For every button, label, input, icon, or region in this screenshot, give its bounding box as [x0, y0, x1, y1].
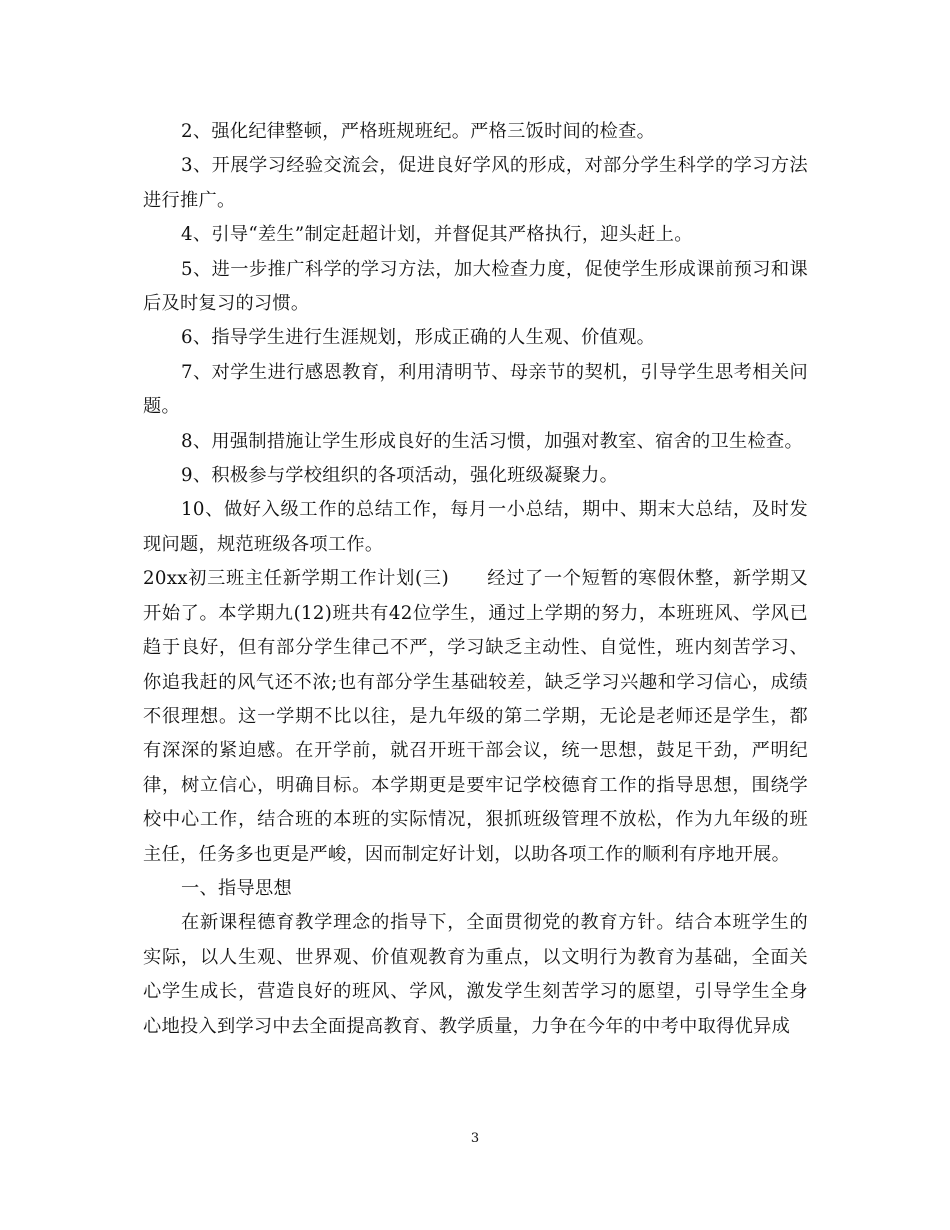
paragraph-item-9: 9、积极参与学校组织的各项活动，强化班级凝聚力。 — [181, 465, 619, 487]
paragraph-item-6: 6、指导学生进行生涯规划，形成正确的人生观、价值观。 — [181, 327, 656, 349]
document-body — [143, 115, 808, 1044]
paragraph-item-7: 7、对学生进行感恩教育，利用清明节、母亲节的契机，引导学生思考相关问题。 — [143, 361, 808, 418]
guiding-thought-paragraph: 在新课程德育教学理念的指导下，全面贯彻党的教育方针。结合本班学生的实际，以人生观、世界观、价值观教育为重点，以文明行为教育为基础，全面关心学生成长，营造良好的班风、学风，激发学生刻苦学习的愿望，引导学生全身心地投入到学习中去全面提高教育、教学质量，力争在今年的中考中取得优异成 — [143, 912, 808, 1037]
section-heading: 一、指导思想 — [181, 877, 292, 899]
paragraph-item-2: 2、强化纪律整顿，严格班规班纪。严格三饭时间的检查。 — [181, 121, 656, 142]
paragraph-item-5: 5、进一步推广科学的学习方法，加大检查力度，促使学生形成课前预习和课后及时复习的习惯。 — [143, 258, 808, 315]
plan-intro-paragraph: 20xx初三班主任新学期工作计划(三) 经过了一个短暂的寒假休整，新学期又开始了。本学期九(12)班共有42位学生，通过上学期的努力，本班班风、学风已趋于良好，但有部分学生律己不严，学习缺乏主动性、自觉性，班内刻苦学习、你追我赶的风气还不浓;也有部分学生基础较差，缺乏学习兴趣和学习信心，成绩不很理想。这一学期不比以往，是九年级的第二学期，无论是老师还是学生，都有深深的紧迫感。在开学前，就召开班干部会议，统一思想，鼓足干劲，严明纪律，树立信心，明确目标。本学期更是要牢记学校德育工作的指导思想，围绕学校中心工作，结合班的本班的实际情况，狠抓班级管理不放松，作为九年级的班主任，任务多也更是严峻，因而制定好计划，以助各项工作的顺利有序地开展。 — [143, 568, 808, 865]
page-number: 3 — [470, 1131, 480, 1146]
paragraph-item-3: 3、开展学习经验交流会，促进良好学风的形成，对部分学生科学的学习方法进行推广。 — [143, 155, 808, 211]
paragraph-item-10: 10、做好入级工作的总结工作，每月一小总结，期中、期末大总结，及时发现问题，规范班级各项工作。 — [143, 499, 808, 555]
paragraph-item-8: 8、用强制措施让学生形成良好的生活习惯，加强对教室、宿舍的卫生检查。 — [181, 430, 803, 452]
paragraph-item-4: 4、引导“差生”制定赶超计划，并督促其严格执行，迎头赶上。 — [181, 224, 693, 246]
